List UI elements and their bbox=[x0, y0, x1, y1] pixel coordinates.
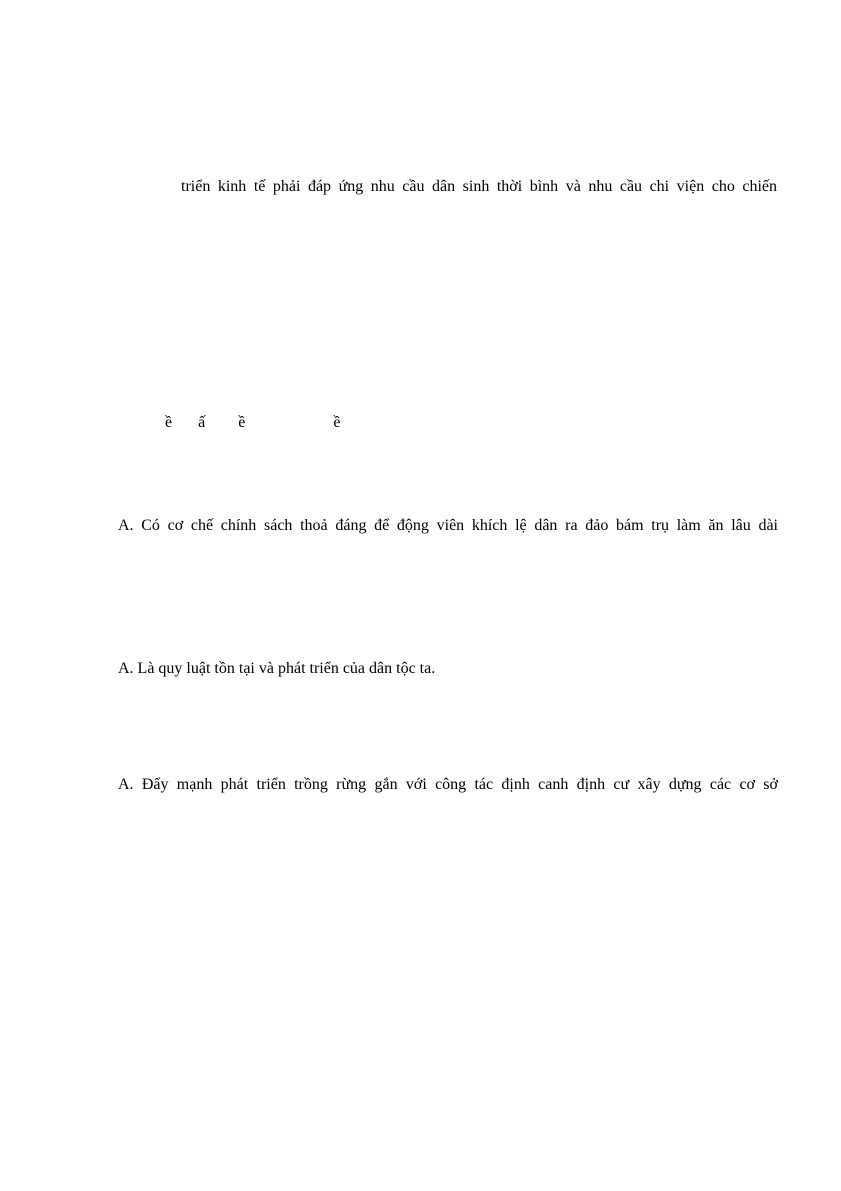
answer-option-a-afforestation: A. Đẩy mạnh phát triển trồng rừng gắn với công tác định canh định cư xây dựng các cơ sở bbox=[118, 776, 778, 793]
text-line-diacritics-fragment bbox=[165, 413, 340, 433]
answer-option-a-law-of-nation: A. Là quy luật tồn tại và phát triển của dân tộc ta. bbox=[118, 660, 436, 677]
diacritic-mark-4: ề bbox=[333, 414, 341, 431]
answer-option-a-policy: A. Có cơ chế chính sách thoả đáng để động viên khích lệ dân ra đảo bám trụ làm ăn lâu dài bbox=[118, 517, 778, 534]
diacritic-mark-2: ấ bbox=[198, 414, 206, 431]
text-line-economic-development: triển kinh tế phải đáp ứng nhu cầu dân sinh thời bình và nhu cầu chi viện cho chiến bbox=[181, 178, 777, 195]
diacritic-mark-3: ề bbox=[238, 414, 246, 431]
diacritic-mark-1: ề bbox=[165, 414, 173, 431]
